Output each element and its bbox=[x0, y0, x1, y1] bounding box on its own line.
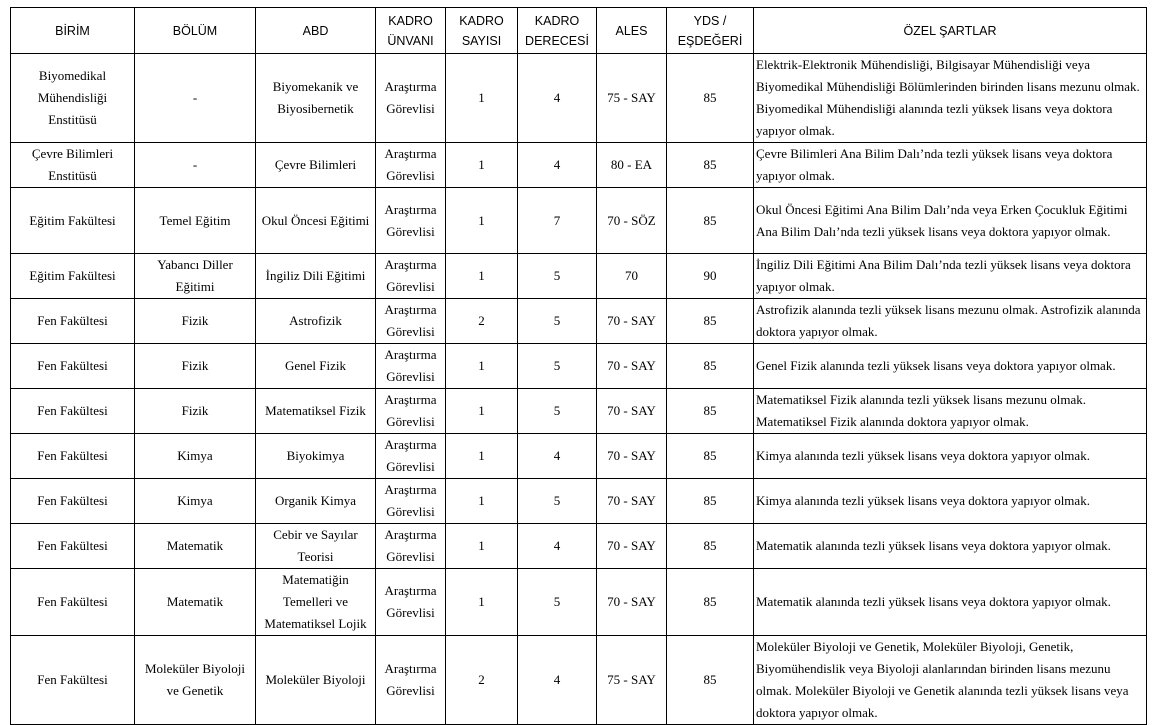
table-row bbox=[11, 389, 1147, 434]
cell-yds: 85 bbox=[667, 434, 754, 479]
cell-bolum: - bbox=[135, 54, 256, 143]
cell-ales: 80 - EA bbox=[597, 143, 667, 188]
table-row bbox=[11, 299, 1147, 344]
cell-kadro-sayisi: 1 bbox=[446, 188, 518, 254]
cell-abd: Moleküler Biyoloji bbox=[256, 636, 376, 725]
cell-yds: 85 bbox=[667, 143, 754, 188]
cell-birim: Fen Fakültesi bbox=[11, 389, 135, 434]
cell-ozel-sartlar: Moleküler Biyoloji ve Genetik, Moleküler Biyoloji, Genetik, Biyomühendislik veya Biyoloji alanlarından birinden lisans mezunu olmak. Moleküler Biyoloji ve Genetik alanında tezli yüksek lisans veya doktora yapıyor olmak. bbox=[754, 636, 1147, 725]
table-row bbox=[11, 569, 1147, 636]
cell-bolum: Kimya bbox=[135, 479, 256, 524]
cell-bolum: Moleküler Biyoloji ve Genetik bbox=[135, 636, 256, 725]
cell-birim: Fen Fakültesi bbox=[11, 524, 135, 569]
cell-abd: Genel Fizik bbox=[256, 344, 376, 389]
cell-birim: Biyomedikal Mühendisliği Enstitüsü bbox=[11, 54, 135, 143]
cell-kadro-unvani: Araştırma Görevlisi bbox=[376, 254, 446, 299]
cell-ozel-sartlar: Kimya alanında tezli yüksek lisans veya doktora yapıyor olmak. bbox=[754, 479, 1147, 524]
positions-table bbox=[10, 7, 1147, 725]
cell-birim: Eğitim Fakültesi bbox=[11, 188, 135, 254]
cell-bolum: Fizik bbox=[135, 344, 256, 389]
cell-ozel-sartlar: Elektrik-Elektronik Mühendisliği, Bilgisayar Mühendisliği veya Biyomedikal Mühendisliği Bölümlerinden birinden lisans mezunu olmak. Biyomedikal Mühendisliği alanında tezli yüksek lisans veya doktora yapıyor olmak. bbox=[754, 54, 1147, 143]
cell-kadro-derecesi: 7 bbox=[518, 188, 597, 254]
cell-kadro-derecesi: 5 bbox=[518, 299, 597, 344]
cell-abd: Cebir ve Sayılar Teorisi bbox=[256, 524, 376, 569]
cell-ales: 70 bbox=[597, 254, 667, 299]
cell-kadro-sayisi: 1 bbox=[446, 524, 518, 569]
cell-abd: İngiliz Dili Eğitimi bbox=[256, 254, 376, 299]
header-birim: BİRİM bbox=[11, 8, 135, 54]
cell-kadro-sayisi: 1 bbox=[446, 54, 518, 143]
cell-ales: 70 - SAY bbox=[597, 299, 667, 344]
cell-kadro-unvani: Araştırma Görevlisi bbox=[376, 479, 446, 524]
cell-ozel-sartlar: Matematik alanında tezli yüksek lisans veya doktora yapıyor olmak. bbox=[754, 569, 1147, 636]
cell-yds: 85 bbox=[667, 636, 754, 725]
header-kadro-unvani: KADRO ÜNVANI bbox=[376, 8, 446, 54]
cell-abd: Biyomekanik ve Biyosibernetik bbox=[256, 54, 376, 143]
cell-ales: 75 - SAY bbox=[597, 636, 667, 725]
cell-kadro-unvani: Araştırma Görevlisi bbox=[376, 54, 446, 143]
cell-kadro-derecesi: 5 bbox=[518, 344, 597, 389]
cell-ozel-sartlar: Genel Fizik alanında tezli yüksek lisans veya doktora yapıyor olmak. bbox=[754, 344, 1147, 389]
cell-bolum: Temel Eğitim bbox=[135, 188, 256, 254]
cell-ales: 70 - SAY bbox=[597, 524, 667, 569]
cell-ozel-sartlar: Astrofizik alanında tezli yüksek lisans mezunu olmak. Astrofizik alanında doktora yapıyor olmak. bbox=[754, 299, 1147, 344]
table-row bbox=[11, 524, 1147, 569]
cell-kadro-sayisi: 1 bbox=[446, 389, 518, 434]
cell-kadro-derecesi: 5 bbox=[518, 389, 597, 434]
cell-ales: 70 - SAY bbox=[597, 389, 667, 434]
cell-kadro-unvani: Araştırma Görevlisi bbox=[376, 188, 446, 254]
cell-bolum: Matematik bbox=[135, 569, 256, 636]
cell-abd: Organik Kimya bbox=[256, 479, 376, 524]
cell-kadro-unvani: Araştırma Görevlisi bbox=[376, 344, 446, 389]
header-bolum: BÖLÜM bbox=[135, 8, 256, 54]
cell-abd: Biyokimya bbox=[256, 434, 376, 479]
cell-birim: Fen Fakültesi bbox=[11, 636, 135, 725]
cell-bolum: Kimya bbox=[135, 434, 256, 479]
cell-birim: Fen Fakültesi bbox=[11, 344, 135, 389]
cell-ozel-sartlar: Okul Öncesi Eğitimi Ana Bilim Dalı’nda veya Erken Çocukluk Eğitimi Ana Bilim Dalı’nda tezli yüksek lisans veya doktora yapıyor olmak. bbox=[754, 188, 1147, 254]
cell-bolum: Fizik bbox=[135, 299, 256, 344]
table-header-row bbox=[11, 8, 1147, 54]
cell-ales: 70 - SÖZ bbox=[597, 188, 667, 254]
table-row bbox=[11, 54, 1147, 143]
cell-birim: Fen Fakültesi bbox=[11, 299, 135, 344]
cell-ales: 70 - SAY bbox=[597, 344, 667, 389]
cell-yds: 85 bbox=[667, 188, 754, 254]
cell-ozel-sartlar: İngiliz Dili Eğitimi Ana Bilim Dalı’nda tezli yüksek lisans veya doktora yapıyor olmak. bbox=[754, 254, 1147, 299]
table-row bbox=[11, 188, 1147, 254]
cell-bolum: Yabancı Diller Eğitimi bbox=[135, 254, 256, 299]
cell-yds: 85 bbox=[667, 299, 754, 344]
cell-kadro-sayisi: 1 bbox=[446, 344, 518, 389]
cell-abd: Astrofizik bbox=[256, 299, 376, 344]
cell-kadro-derecesi: 4 bbox=[518, 143, 597, 188]
cell-ozel-sartlar: Kimya alanında tezli yüksek lisans veya doktora yapıyor olmak. bbox=[754, 434, 1147, 479]
cell-yds: 85 bbox=[667, 524, 754, 569]
table-row bbox=[11, 636, 1147, 725]
table-row bbox=[11, 344, 1147, 389]
cell-kadro-unvani: Araştırma Görevlisi bbox=[376, 434, 446, 479]
cell-kadro-sayisi: 1 bbox=[446, 479, 518, 524]
cell-ales: 70 - SAY bbox=[597, 569, 667, 636]
header-ozel-sartlar: ÖZEL ŞARTLAR bbox=[754, 8, 1147, 54]
table-row bbox=[11, 254, 1147, 299]
cell-ozel-sartlar: Matematik alanında tezli yüksek lisans veya doktora yapıyor olmak. bbox=[754, 524, 1147, 569]
header-kadro-derecesi: KADRO DERECESİ bbox=[518, 8, 597, 54]
header-abd: ABD bbox=[256, 8, 376, 54]
cell-kadro-sayisi: 2 bbox=[446, 636, 518, 725]
cell-kadro-unvani: Araştırma Görevlisi bbox=[376, 636, 446, 725]
cell-yds: 85 bbox=[667, 344, 754, 389]
cell-kadro-sayisi: 1 bbox=[446, 434, 518, 479]
header-ales: ALES bbox=[597, 8, 667, 54]
cell-kadro-derecesi: 4 bbox=[518, 524, 597, 569]
cell-kadro-sayisi: 1 bbox=[446, 254, 518, 299]
cell-kadro-derecesi: 5 bbox=[518, 254, 597, 299]
cell-kadro-derecesi: 5 bbox=[518, 569, 597, 636]
cell-birim: Fen Fakültesi bbox=[11, 479, 135, 524]
cell-kadro-unvani: Araştırma Görevlisi bbox=[376, 569, 446, 636]
table-row bbox=[11, 479, 1147, 524]
cell-ales: 70 - SAY bbox=[597, 434, 667, 479]
header-yds: YDS / EŞDEĞERİ bbox=[667, 8, 754, 54]
cell-kadro-unvani: Araştırma Görevlisi bbox=[376, 389, 446, 434]
cell-ozel-sartlar: Çevre Bilimleri Ana Bilim Dalı’nda tezli yüksek lisans veya doktora yapıyor olmak. bbox=[754, 143, 1147, 188]
cell-kadro-sayisi: 2 bbox=[446, 299, 518, 344]
cell-kadro-unvani: Araştırma Görevlisi bbox=[376, 143, 446, 188]
cell-bolum: Fizik bbox=[135, 389, 256, 434]
cell-abd: Matematiğin Temelleri ve Matematiksel Lojik bbox=[256, 569, 376, 636]
cell-birim: Çevre Bilimleri Enstitüsü bbox=[11, 143, 135, 188]
cell-kadro-derecesi: 4 bbox=[518, 434, 597, 479]
cell-kadro-derecesi: 5 bbox=[518, 479, 597, 524]
table-container bbox=[10, 7, 1147, 725]
cell-kadro-derecesi: 4 bbox=[518, 636, 597, 725]
cell-kadro-sayisi: 1 bbox=[446, 143, 518, 188]
cell-yds: 90 bbox=[667, 254, 754, 299]
cell-ozel-sartlar: Matematiksel Fizik alanında tezli yüksek lisans mezunu olmak. Matematiksel Fizik alanında doktora yapıyor olmak. bbox=[754, 389, 1147, 434]
cell-birim: Fen Fakültesi bbox=[11, 569, 135, 636]
cell-bolum: - bbox=[135, 143, 256, 188]
cell-birim: Eğitim Fakültesi bbox=[11, 254, 135, 299]
cell-kadro-unvani: Araştırma Görevlisi bbox=[376, 299, 446, 344]
cell-ales: 70 - SAY bbox=[597, 479, 667, 524]
cell-birim: Fen Fakültesi bbox=[11, 434, 135, 479]
cell-yds: 85 bbox=[667, 569, 754, 636]
cell-kadro-unvani: Araştırma Görevlisi bbox=[376, 524, 446, 569]
cell-bolum: Matematik bbox=[135, 524, 256, 569]
cell-yds: 85 bbox=[667, 389, 754, 434]
cell-yds: 85 bbox=[667, 479, 754, 524]
cell-abd: Okul Öncesi Eğitimi bbox=[256, 188, 376, 254]
cell-abd: Çevre Bilimleri bbox=[256, 143, 376, 188]
table-row bbox=[11, 434, 1147, 479]
table-row bbox=[11, 143, 1147, 188]
cell-yds: 85 bbox=[667, 54, 754, 143]
cell-kadro-sayisi: 1 bbox=[446, 569, 518, 636]
cell-kadro-derecesi: 4 bbox=[518, 54, 597, 143]
cell-abd: Matematiksel Fizik bbox=[256, 389, 376, 434]
header-kadro-sayisi: KADRO SAYISI bbox=[446, 8, 518, 54]
cell-ales: 75 - SAY bbox=[597, 54, 667, 143]
